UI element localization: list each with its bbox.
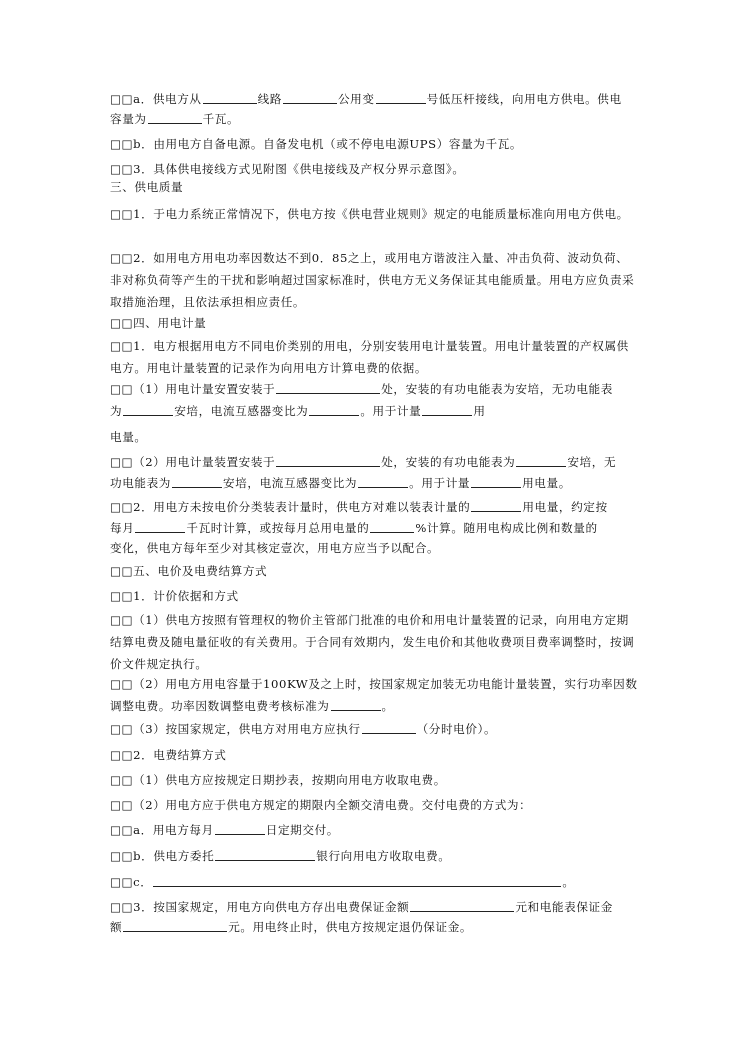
blank-field[interactable] [471, 498, 521, 512]
blank-field[interactable] [148, 110, 202, 124]
line-supply-route [110, 88, 638, 110]
blank-field[interactable] [362, 720, 416, 734]
text: □□（2）用电计量装置安装于 [110, 455, 276, 469]
text: 处，安装的有功电能表为安培，无功电能表 [381, 382, 613, 396]
blank-field[interactable] [358, 474, 408, 488]
blank-field[interactable] [410, 898, 514, 912]
text: 千瓦时计算，或按每月总用电量的 [186, 521, 370, 535]
line-meter-2 [110, 451, 638, 473]
paragraph: □□1．于电力系统正常情况下，供电方按《供电营业规则》规定的电能质量标准向用电方供电。 [110, 207, 629, 221]
blank-field[interactable] [135, 519, 185, 533]
blank-field[interactable] [153, 873, 561, 887]
paragraph: □□b．由用电方自备电源。自备发电机（或不停电电源UPS）容量为千瓦。 [110, 137, 523, 151]
text: □□（3）按国家规定，供电方对用电方应执行 [110, 722, 361, 736]
blank-field[interactable] [370, 519, 414, 533]
text: 公用变 [337, 92, 375, 106]
line-pay-bank [110, 845, 638, 867]
blank-field[interactable] [276, 380, 380, 394]
text-line: □□（1）供电方应按规定日期抄表，按期向用电方收取电费。 [110, 773, 446, 787]
blank-field[interactable] [283, 90, 337, 104]
text: 安培，电流互感器变比为 [174, 404, 309, 418]
blank-field[interactable] [376, 90, 426, 104]
blank-field[interactable] [203, 90, 257, 104]
text: 每月 [110, 521, 135, 535]
blank-field[interactable] [123, 402, 173, 416]
text: □□a．供电方从 [110, 92, 202, 106]
blank-field[interactable] [516, 453, 566, 467]
text: □□（2）用电方用电容量于100KW及之上时，按国家规定加装无功电能计量装置，实行功率因数调整电费。功率因数调整电费考核标准为 [110, 677, 638, 713]
line-deposit-b [110, 916, 638, 938]
blank-field[interactable] [123, 918, 227, 932]
blank-field[interactable] [309, 402, 359, 416]
text: 银行向用电方收取电费。 [316, 849, 451, 863]
blank-field[interactable] [215, 821, 265, 835]
paragraph: □□（1）供电方按照有管理权的物价主管部门批准的电价和用电计量装置的记录，向用电方定期结算电费及随电量征收的有关费用。于合同有效期内，发生电价和其他收费项目费率调整时，按调价文件规定执行。 [110, 613, 635, 671]
text: 元和电能表保证金 [515, 900, 613, 914]
text: □□3．按国家规定，用电方向供电方存出电费保证金额 [110, 900, 410, 914]
text: 功电能表为 [110, 476, 171, 490]
text: 。用于计量 [409, 476, 471, 490]
text: 额 [110, 920, 123, 934]
line-time-of-use [110, 718, 638, 740]
line-unmetered [110, 496, 638, 518]
line-capacity [110, 108, 638, 130]
paragraph-power-factor [110, 673, 638, 717]
text: 处，安装的有功电能表为 [381, 455, 516, 469]
blank-field[interactable] [172, 474, 222, 488]
text: □□（1）用电计量安置安装于 [110, 382, 276, 396]
text: 日定期交付。 [265, 823, 339, 837]
line-deposit [110, 896, 638, 918]
text: 千瓦。 [202, 112, 240, 126]
text: 元。用电终止时，供电方按规定退仍保证金。 [228, 920, 473, 934]
text-line: □□（2）用电方应于供电方规定的期限内全额交清电费。交付电费的方式为： [110, 798, 532, 812]
text: 容量为 [110, 112, 147, 126]
section-heading: □□四、用电计量 [110, 316, 207, 330]
blank-field[interactable] [331, 697, 381, 711]
text: 安培，无 [567, 455, 617, 469]
text: %计算。随用电构成比例和数量的 [415, 521, 598, 535]
text: 为 [110, 404, 123, 418]
line-unmetered-b [110, 517, 638, 539]
text: 用 [473, 404, 486, 418]
text: □□b．供电方委托 [110, 849, 215, 863]
text: 用电量，约定按 [522, 500, 608, 514]
text: （分时电价）。 [416, 722, 497, 736]
blank-field[interactable] [215, 847, 315, 861]
line-meter-1 [110, 378, 638, 400]
text: □□c． [110, 875, 153, 889]
text: 号低压杆接线，向用电方供电。供电 [426, 92, 622, 106]
line-pay-monthly [110, 819, 638, 841]
blank-field[interactable] [422, 402, 472, 416]
paragraph: □□2．如用电方用电功率因数达不到0．85之上，或用电方谐波注入量、冲击负荷、波动负荷、非对称负荷等产生的干扰和影响超过国家标准时，供电方无义务保证其电能质量。用电方应负责采取措施治理，且依法承担相应责任。 [110, 251, 635, 309]
text: □□2．用电方未按电价分类装表计量时，供电方对难以装表计量的 [110, 500, 471, 514]
text: 。 [562, 875, 575, 889]
blank-field[interactable] [276, 453, 380, 467]
text: 。 [381, 699, 394, 713]
line-meter-2b [110, 472, 638, 494]
text-line: 变化，供电方每年至少对其核定壹次，用电方应当予以配合。 [110, 541, 440, 555]
section-heading: 三、供电质量 [110, 180, 184, 194]
paragraph: □□1．电方根据用电方不同电价类别的用电，分别安装用电计量装置。用电计量装置的产权属供电方。用电计量装置的记录作为向用电方计算电费的依据。 [110, 339, 629, 375]
text: 安培，电流互感器变比为 [222, 476, 358, 490]
line-pay-other [110, 871, 638, 893]
text-line: 电量。 [110, 430, 147, 444]
blank-field[interactable] [471, 474, 521, 488]
text: □□a．用电方每月 [110, 823, 214, 837]
line-meter-1b [110, 400, 638, 422]
paragraph: □□3．具体供电接线方式见附图《供电接线及产权分界示意图》。 [110, 162, 465, 176]
text: 。用于计量 [360, 404, 422, 418]
text: 用电量。 [522, 476, 571, 490]
section-heading: □□五、电价及电费结算方式 [110, 564, 268, 578]
subheading: □□2．电费结算方式 [110, 748, 227, 762]
subheading: □□1．计价依据和方式 [110, 589, 239, 603]
text: 线路 [257, 92, 282, 106]
